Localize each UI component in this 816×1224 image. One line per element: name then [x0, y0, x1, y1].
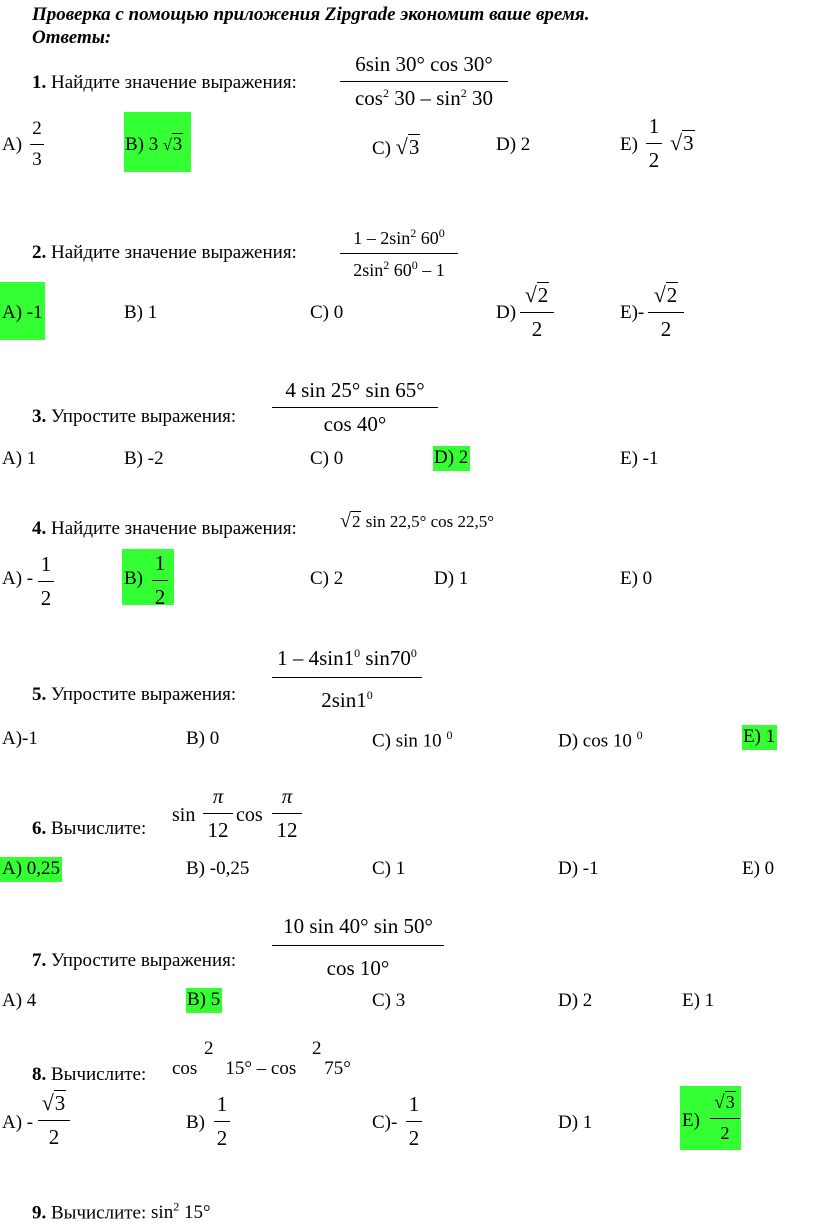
q7-expression [272, 914, 444, 981]
header-line-2: Ответы: [32, 27, 112, 48]
q6-option-c[interactable]: С) 1 [372, 858, 406, 879]
q5-option-d[interactable]: D) cos 10 $^0$ [558, 728, 643, 752]
question-9 [32, 1200, 211, 1224]
q8-expression: 2 cos 15° – cos 75° 2 [172, 1038, 351, 1079]
q2-option-d-fraction: √2 2 [520, 282, 554, 342]
question-number: 2. [32, 242, 47, 263]
q3-option-c[interactable]: С) 0 [310, 448, 344, 469]
q5-expr-numerator: $1 - 4\sin 1^0$ $\sin 70^0$ [277, 646, 417, 670]
question-text: Найдите значение выражения: [51, 518, 297, 539]
q4-option-e[interactable]: Е) 0 [620, 568, 653, 589]
q4-expression: √2 sin 22,5° cos 22,5° [340, 510, 495, 532]
q1-option-d[interactable]: D) 2 [496, 134, 531, 155]
q2-option-e[interactable]: Е)- [620, 302, 645, 323]
q6-option-b[interactable]: В) -0,25 [186, 858, 250, 879]
q6-frac-1: π 12 [203, 784, 233, 843]
q6-cos: cos [236, 804, 263, 826]
q2-expr-denominator: $2\sin^2$ $60^0 - 1$ [353, 258, 445, 280]
q5-expression [272, 646, 422, 713]
q1-expr-denominator: $\cos^2 30 - \sin^2 30$ [354, 86, 493, 110]
q8-option-b[interactable]: В) [186, 1112, 205, 1133]
question-6 [32, 818, 146, 840]
q7-option-d[interactable]: D) 2 [558, 990, 593, 1011]
q2-option-b[interactable]: В) 1 [124, 302, 158, 323]
question-text: Найдите значение выражения: [51, 242, 297, 263]
q1-option-c[interactable]: С) √3 [372, 134, 420, 159]
q7-expr-denominator: cos 10° [326, 956, 390, 980]
question-number: 7. [32, 950, 47, 971]
question-text: Вычислите: [51, 1064, 147, 1085]
q5-option-c[interactable]: С) sin 10 $^0$ [372, 728, 453, 752]
q3-option-e[interactable]: Е) -1 [620, 448, 659, 469]
q6-frac-2: π 12 [272, 784, 302, 843]
question-number: 9. [32, 1202, 47, 1224]
question-number: 6. [32, 818, 47, 839]
q1-expression [340, 52, 508, 111]
q3-expression [272, 378, 438, 437]
q8-option-e-correct[interactable]: Е) √3 2 [680, 1086, 741, 1150]
q2-expr-numerator: $1 - 2\sin^2$ $60^0$ [353, 226, 445, 248]
q3-option-d-correct[interactable]: D) 2 [433, 446, 470, 471]
q6-option-d[interactable]: D) -1 [558, 858, 599, 879]
header-line-1: Проверка с помощью приложения Zipgrade экономит ваше время. [32, 4, 590, 25]
q7-option-e[interactable]: Е) 1 [682, 990, 715, 1011]
question-number: 8. [32, 1064, 47, 1085]
q8-option-c[interactable]: С)- [372, 1112, 398, 1133]
q6-option-e[interactable]: Е) 0 [742, 858, 775, 879]
q2-expression [340, 226, 458, 281]
q5-option-a[interactable]: А)-1 [2, 728, 38, 749]
q8-option-b-fraction: 1 2 [214, 1092, 230, 1151]
q1-option-e-root: √3 [670, 130, 694, 155]
q3-expr-denominator: cos 40° [323, 412, 387, 436]
q2-option-d[interactable]: D) [496, 302, 517, 323]
q8-option-a[interactable]: А) - [2, 1112, 34, 1133]
q8-option-a-fraction: √3 2 [38, 1090, 70, 1150]
q6-option-a-correct[interactable]: А) 0,25 [0, 857, 62, 882]
q8-option-c-fraction: 1 2 [406, 1092, 422, 1151]
q7-option-c[interactable]: С) 3 [372, 990, 406, 1011]
question-2 [32, 242, 297, 264]
q8-option-d[interactable]: D) 1 [558, 1112, 593, 1133]
q2-option-a-correct[interactable]: А) -1 [0, 282, 45, 340]
question-text: Вычислите: [51, 818, 147, 839]
question-number: 5. [32, 684, 47, 705]
question-text: Упростите выражения: [51, 950, 237, 971]
question-text: Упростите выражения: [51, 684, 237, 705]
question-text: Найдите значение выражения: [51, 72, 297, 93]
question-text: Упростите выражения: [51, 406, 237, 427]
q8-option-e-fraction: √3 2 [710, 1092, 740, 1144]
q7-expr-numerator: 10 sin 40° sin 50° [283, 914, 433, 938]
question-text: Вычислите: [51, 1202, 147, 1224]
q1-option-e-fraction: 1 2 [646, 114, 662, 173]
q5-expr-denominator: $2\sin 1^0$ [321, 688, 373, 712]
q1-option-a[interactable]: А) [2, 134, 23, 155]
q3-option-a[interactable]: А) 1 [2, 448, 37, 469]
question-7 [32, 950, 236, 972]
question-5 [32, 684, 236, 706]
question-1 [32, 72, 297, 94]
question-3 [32, 406, 236, 428]
q1-option-b-correct[interactable]: В) 3 √3 [124, 112, 191, 172]
q5-option-b[interactable]: В) 0 [186, 728, 220, 749]
q1-option-e[interactable]: Е) [620, 134, 638, 155]
q3-option-b[interactable]: В) -2 [124, 448, 164, 469]
q1-option-a-fraction: 2 3 [30, 118, 44, 171]
q4-option-d[interactable]: D) 1 [434, 568, 469, 589]
q5-option-e-correct[interactable]: Е) 1 [742, 725, 777, 750]
question-number: 3. [32, 406, 47, 427]
q9-expression: $\sin^2 15^\circ$ [151, 1200, 211, 1224]
question-number: 4. [32, 518, 47, 539]
question-number: 1. [32, 72, 47, 93]
q1-expr-numerator: 6sin 30° cos 30° [355, 52, 493, 76]
q7-option-a[interactable]: А) 4 [2, 990, 37, 1011]
question-4 [32, 518, 297, 540]
q4-option-a[interactable]: А) - [2, 568, 34, 589]
q4-option-a-fraction: 1 2 [38, 552, 54, 611]
q3-expr-numerator: 4 sin 25° sin 65° [285, 378, 425, 402]
q4-option-c[interactable]: С) 2 [310, 568, 344, 589]
q6-sin: sin [172, 804, 196, 826]
q2-option-c[interactable]: С) 0 [310, 302, 344, 323]
q4-option-b-correct[interactable]: В) 1 2 [122, 549, 174, 605]
q7-option-b-correct[interactable]: В) 5 [186, 988, 222, 1013]
question-8 [32, 1064, 146, 1086]
q2-option-e-fraction: √2 2 [648, 282, 684, 342]
q4-option-b-fraction: 1 2 [152, 551, 168, 610]
